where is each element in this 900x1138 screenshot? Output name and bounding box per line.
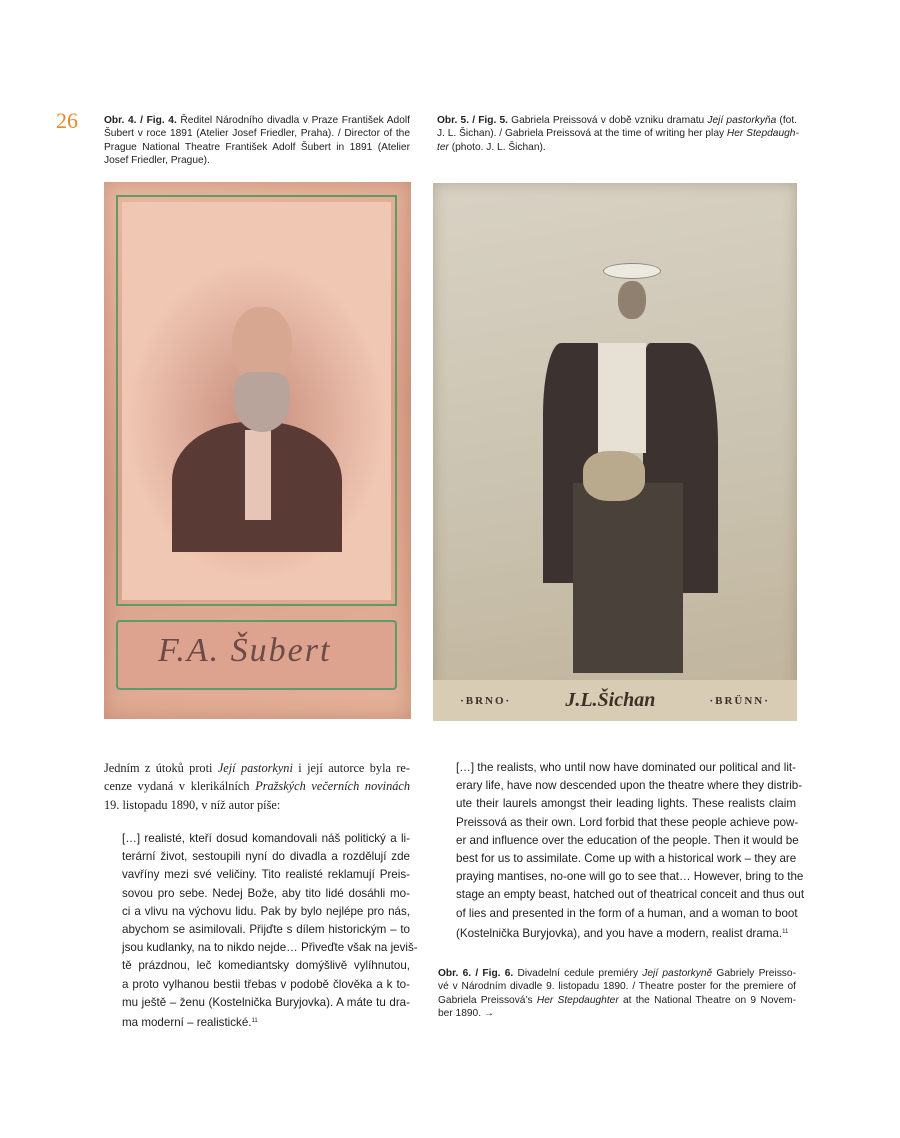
signature: F.A. Šubert [158,632,332,669]
text-line [104,127,410,140]
portrait-background [122,202,391,600]
italic-title: Její pastorkyňa [707,115,777,126]
text-line [456,814,799,832]
text-run: tě prázdnou, leč komediantsky domýšlivě vylíhnutou, [122,959,410,973]
text-line [122,885,410,903]
italic-title: Her Stepdaughter [536,994,619,1006]
text-run: […] realisté, kteří dosud komandovali náš politický a li- [122,832,410,845]
portrait-beard [234,372,290,432]
text-run: (photo. J. L. Šichan). [448,141,546,153]
text-run: Ředitel Národního divadla v Praze František Adolf [176,115,410,126]
figure-label: Obr. 5. / Fig. 5. [437,115,508,126]
text-run: abychom se asimilovali. Přijďte s dílem historickým – to [122,923,410,937]
text-line [104,796,410,814]
imprint-city-right: ·BRÜNN· [709,694,770,707]
portrait-face [618,281,646,319]
text-line [437,114,797,127]
text-run: Jedním z útoků proti [104,761,218,775]
text-run: ute their laurels amongst their leading lights. These realists claim [456,797,796,811]
text-line [438,967,796,980]
text-run: Gabriela Preissová’s [438,994,537,1006]
text-line [122,976,410,994]
text-line [122,1012,410,1032]
text-line [437,127,797,140]
text-line [122,939,418,957]
text-line [456,923,796,943]
italic-title: Její pastorkyni [217,761,293,775]
footnote-ref: 11 [782,928,789,935]
text-line [456,795,796,813]
text-run: (Kostelnička Buryjovka), and you have a modern, realist drama. [456,926,783,940]
text-line [438,980,796,993]
portrait-skirt [573,483,683,673]
portrait-blouse [598,343,646,453]
text-run: stage an empty beast, hatched out of theatrical conceit and thus out [456,888,805,902]
text-run: Šubert v roce 1891 (Atelier Josef Friedler, Praha). / Director of the [104,128,410,140]
text-line [438,1007,796,1020]
text-run: erary life, have now descended upon the theatre where they distrib- [456,779,803,793]
portrait-belt [583,451,645,501]
imprint-city-left: ·BRNO· [460,694,512,707]
page-number: 26 [56,108,78,133]
text-line [456,868,804,886]
text-line [437,141,797,154]
text-line [104,759,410,777]
text-line [456,777,803,795]
text-run: vé v Národním divadle 9. listopadu 1890. / Theatre poster for the premiere of [438,981,796,993]
text-run: a proto vylhanou bestii třebas v podobě člověka a k to- [122,977,410,991]
italic-title: Pražských večerních novinách [255,779,410,794]
text-run: J. L. Šichan). / Gabriela Preissová at the time of writing her play [437,128,727,140]
text-run: Preissová as their own. Lord forbid that these people achieve pow- [456,815,799,829]
italic-title: ter [437,141,449,153]
text-run: vavříny mezi své veličiny. Tito realisté reklamují Preis- [122,868,410,882]
text-run: ma moderní – realistické. [122,1016,252,1030]
figure-6-caption [438,967,796,1021]
text-run: mu ještě – ženu (Kostelnička Buryjovka). A máte tu dra- [122,995,410,1009]
text-run: i její autorce byla re- [292,761,410,775]
text-line [104,154,410,167]
text-line [456,759,796,777]
text-line [456,886,805,904]
text-line [104,114,410,127]
figure-label: Obr. 6. / Fig. 6. [438,968,514,979]
text-run: […] the realists, who until now have dominated our political and lit- [456,761,796,774]
text-line [122,830,410,848]
text-line [456,905,796,923]
text-run: of lies and presented in the form of a human, and a woman to boot [456,906,798,920]
quote-english [456,759,805,943]
text-run: at the National Theatre on 9 Novem- [618,994,796,1006]
text-line [122,957,410,975]
text-run: Prague National Theatre František Adolf Šubert in 1891 (Atelier [104,141,410,153]
text-line [122,994,410,1012]
text-line [104,141,410,154]
text-run: Divadelní cedule premiéry [513,968,643,979]
text-run: sovou pro sebe. Nedej Bože, aby tito lidé dosáhli mo- [122,886,410,900]
studio-imprint [433,680,797,721]
text-run: Gabriely Preisso- [712,968,796,979]
imprint-studio: J.L.Šichan [565,689,656,711]
text-line [456,850,796,868]
text-line [122,921,410,939]
italic-title: Její pastorkyně [642,968,713,979]
text-run: cenze vydaná v klerikálních [104,779,256,794]
intro-paragraph [104,759,410,814]
text-run: best for us to assimilate. Come up with a historical work – they are [456,852,797,866]
italic-title: Her Stepdaugh- [726,128,799,140]
text-line [438,994,796,1007]
text-run: er and influence over the education of the people. Then it would be [456,833,799,847]
text-line [122,848,410,866]
photo-gabriela-preissova [433,183,797,721]
text-run: ci a vlivu na výchovu lidu. Pak by bylo nejlépe pro nás, [122,904,410,918]
text-run: Gabriela Preissová v době vzniku dramatu [507,115,708,126]
text-run: ber 1890. → [438,1008,495,1020]
footnote-ref: 11 [251,1018,258,1025]
text-run: (fot. [776,115,797,126]
quote-czech [122,830,418,1032]
text-line [456,832,799,850]
text-run: terární život, sestoupili nyní do divadla a rozdělují zde [122,850,410,864]
text-line [122,866,410,884]
figure-5-caption [437,114,797,154]
figure-label: Obr. 4. / Fig. 4. [104,115,177,126]
text-line [122,903,410,921]
signature-panel [116,620,397,690]
text-run: 19. listopadu 1890, v níž autor píše: [104,797,281,812]
text-line [104,777,410,795]
text-run: Josef Friedler, Prague). [104,155,210,167]
figure-4-caption [104,114,410,168]
text-run: jsou kudlanky, na to nikdo nejde… Přiveďte však na jeviš- [122,941,418,955]
portrait-shirt [245,430,271,520]
text-run: praying mantises, no-one will go to see that… However, bring to the [456,870,804,884]
portrait-hat [603,263,661,279]
photo-frantisek-adolf-subert [104,182,411,719]
